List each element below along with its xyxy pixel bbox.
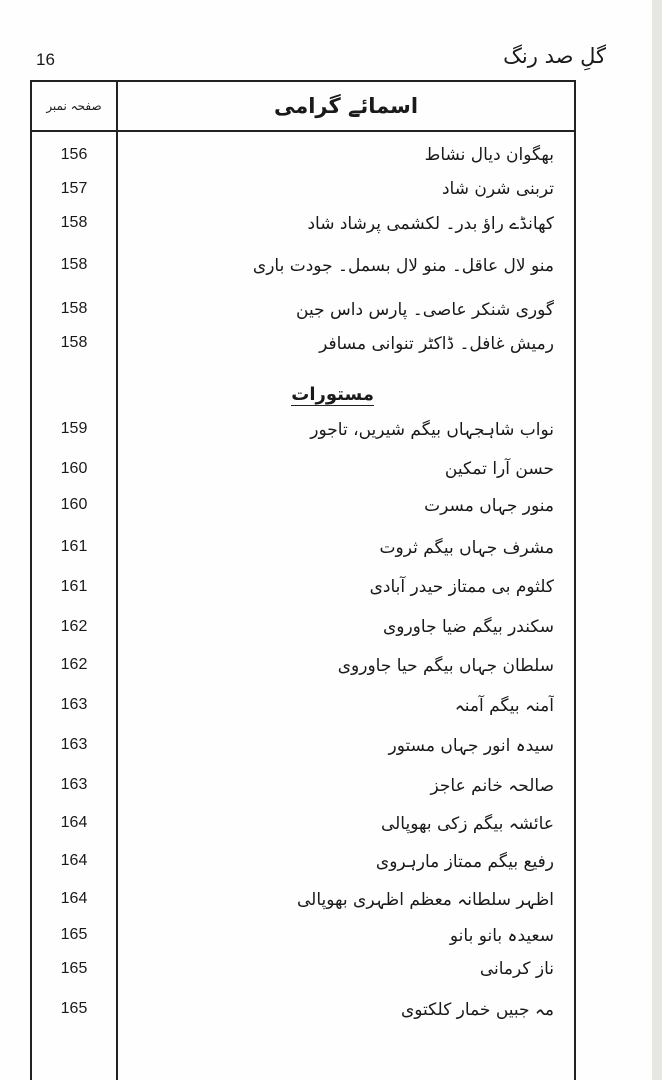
table-row bbox=[32, 452, 574, 486]
table-header bbox=[32, 82, 574, 132]
page-edge bbox=[652, 0, 662, 1080]
row-poet-name: سیدہ انور جہاں مستور bbox=[388, 735, 554, 756]
table-row bbox=[32, 248, 574, 282]
row-page-number: 158 bbox=[60, 300, 88, 317]
row-poet-name: ناز کرمانی bbox=[479, 959, 554, 979]
column-header-names: اسمائے گرامی bbox=[273, 94, 419, 118]
section-heading: مستورات bbox=[291, 384, 374, 405]
table-row bbox=[32, 992, 574, 1026]
table-row bbox=[32, 412, 574, 446]
row-page-number: 165 bbox=[60, 960, 88, 977]
row-page-number: 158 bbox=[60, 334, 88, 351]
row-page-number: 159 bbox=[60, 420, 88, 437]
row-page-number: 162 bbox=[60, 656, 88, 673]
row-poet-name: اظہر سلطانہ معظم اظہری بھوپالی bbox=[297, 889, 554, 910]
row-poet-name: صالحہ خانم عاجز bbox=[430, 775, 554, 796]
row-poet-name: عائشہ بیگم زکی بھوپالی bbox=[380, 813, 554, 834]
row-page-number: 158 bbox=[60, 214, 88, 231]
row-poet-name: نواب شاہجہاں بیگم شیریں، تاجور bbox=[310, 419, 554, 440]
row-page-number: 161 bbox=[60, 578, 88, 595]
table-row bbox=[32, 138, 574, 172]
row-poet-name: حسن آرا تمکین bbox=[444, 459, 554, 479]
row-page-number: 158 bbox=[60, 256, 88, 273]
row-page-number: 163 bbox=[60, 696, 88, 713]
row-page-number: 165 bbox=[60, 926, 88, 943]
row-page-number: 164 bbox=[60, 814, 88, 831]
row-poet-name: کھانڈے راؤ بدر۔ لکشمی پرشاد شاد bbox=[307, 213, 554, 234]
row-poet-name: آمنہ بیگم آمنہ bbox=[454, 695, 554, 716]
row-page-number: 156 bbox=[60, 146, 88, 163]
row-page-number: 157 bbox=[60, 180, 88, 197]
row-poet-name: کلثوم بی ممتاز حیدر آبادی bbox=[369, 577, 554, 597]
row-poet-name: رفیع بیگم ممتاز مارہروی bbox=[375, 851, 554, 872]
row-poet-name: مہ جبیں خمار کلکتوی bbox=[400, 999, 554, 1020]
table-row bbox=[32, 918, 574, 952]
table-row bbox=[32, 768, 574, 802]
row-poet-name: سلطان جہاں بیگم حیا جاوروی bbox=[337, 655, 554, 676]
row-page-number: 164 bbox=[60, 890, 88, 907]
row-poet-name: بھگوان دیال نشاط bbox=[424, 145, 554, 165]
table-row bbox=[32, 806, 574, 840]
table-row bbox=[32, 172, 574, 206]
row-poet-name: تربنی شرن شاد bbox=[441, 179, 554, 199]
row-poet-name: منور جہاں مسرت bbox=[424, 495, 554, 516]
row-page-number: 163 bbox=[60, 736, 88, 753]
row-page-number: 161 bbox=[60, 538, 88, 555]
row-poet-name: سکندر بیگم ضیا جاوروی bbox=[382, 617, 554, 637]
page-number: 16 bbox=[36, 50, 55, 69]
row-poet-name: مشرف جہاں بیگم ثروت bbox=[379, 537, 554, 558]
table-row bbox=[32, 952, 574, 986]
table-row bbox=[32, 206, 574, 240]
row-page-number: 165 bbox=[60, 1000, 88, 1017]
row-poet-name: سعیدہ بانو بانو bbox=[449, 925, 554, 946]
column-header-page: صفحہ نمبر bbox=[46, 99, 102, 113]
table-row bbox=[32, 844, 574, 878]
row-page-number: 162 bbox=[60, 618, 88, 635]
table-row bbox=[32, 610, 574, 644]
row-page-number: 160 bbox=[60, 460, 88, 477]
table-row bbox=[32, 488, 574, 522]
table-row bbox=[32, 570, 574, 604]
book-title: گلِ صد رنگ bbox=[503, 44, 606, 68]
row-poet-name: منو لال عاقل۔ منو لال بسمل۔ جودت باری bbox=[252, 255, 554, 276]
table-row bbox=[32, 648, 574, 682]
index-table bbox=[30, 80, 576, 1080]
row-page-number: 164 bbox=[60, 852, 88, 869]
row-page-number: 160 bbox=[60, 496, 88, 513]
row-poet-name: گوری شنکر عاصی۔ پارس داس جین bbox=[296, 299, 554, 320]
table-row bbox=[32, 530, 574, 564]
table-row bbox=[32, 326, 574, 360]
table-row bbox=[32, 688, 574, 722]
row-poet-name: رمیش غافل۔ ڈاکٹر تنوانی مسافر bbox=[319, 333, 554, 354]
table-row bbox=[32, 882, 574, 916]
table-row bbox=[32, 292, 574, 326]
table-row bbox=[32, 728, 574, 762]
row-page-number: 163 bbox=[60, 776, 88, 793]
